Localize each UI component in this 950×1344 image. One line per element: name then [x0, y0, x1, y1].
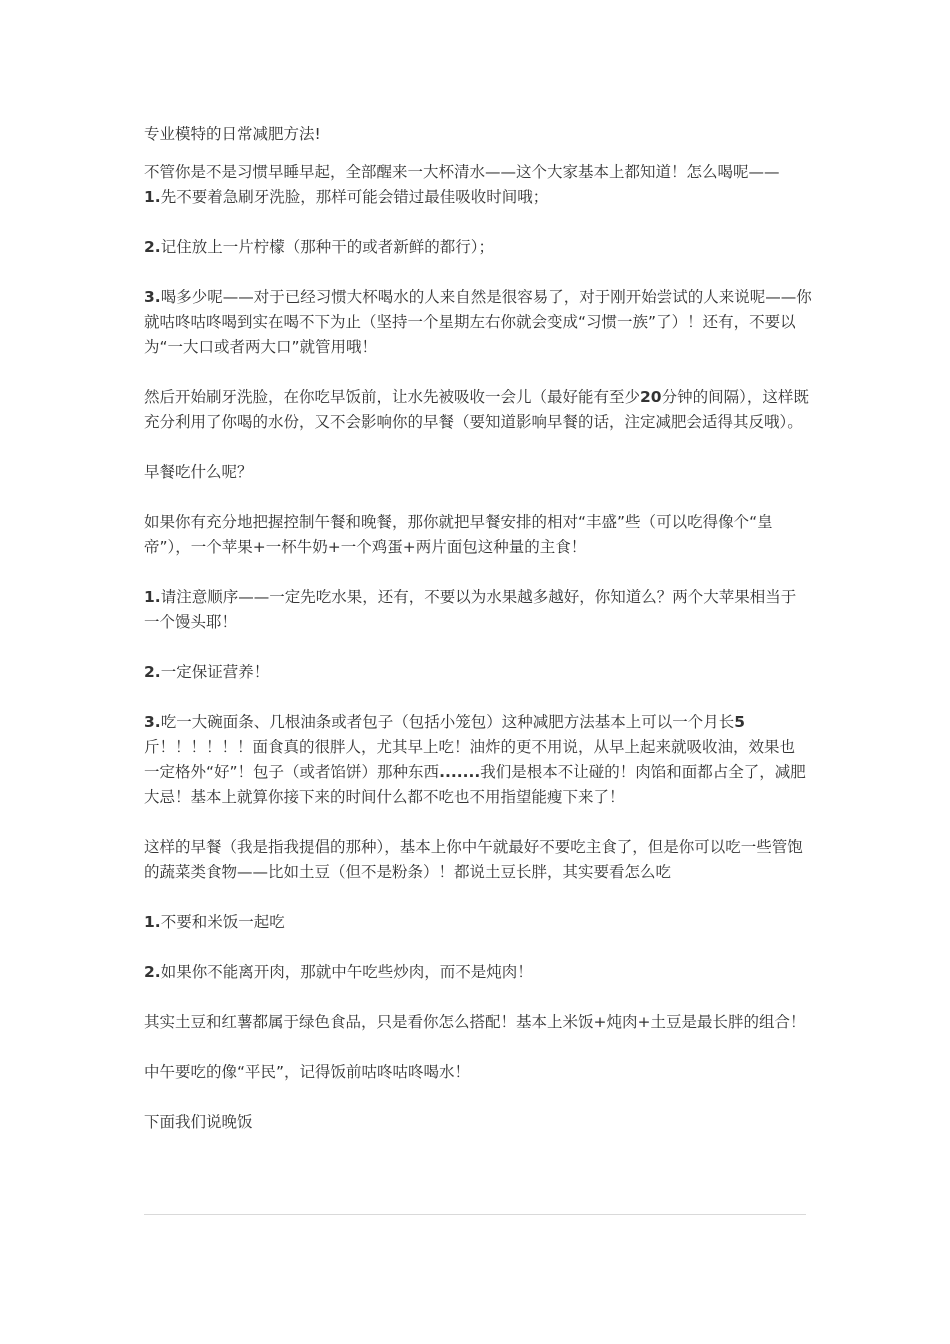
ellipsis: .......: [439, 763, 481, 781]
weight-number: 5: [734, 713, 745, 731]
water-step-2: [144, 235, 824, 260]
article: [144, 122, 824, 1135]
step-text-2: 斤！！！！！！面食真的很胖人，尤其早上吃！油炸的更不用说，从早上起来就吸收油，效果也一定格外“好”！包子（或者馅饼）那种东西: [144, 738, 796, 781]
step-text: 如果你不能离开肉，那就中午吃些炒肉，而不是炖肉！: [160, 963, 533, 981]
step-text: 记住放上一片柠檬（那种干的或者新鲜的都行）；: [160, 238, 494, 256]
step-text-1: 吃一大碗面条、几根油条或者包子（包括小笼包）这种减肥方法基本上可以一个月长: [160, 713, 735, 731]
after-water-paragraph: [144, 385, 812, 435]
article-title: 专业模特的日常减肥方法!: [144, 125, 321, 143]
step-number: 1.: [144, 188, 161, 206]
step-number: 1.: [144, 913, 161, 931]
intro-paragraph: 不管你是不是习惯早睡早起，全部醒来一大杯清水——这个大家基本上都知道！怎么喝呢——: [144, 163, 780, 181]
after-water-text-2: 分钟的间隔），这样既充分利用了你喝的水份，又不会影响你的早餐（要知道影响早餐的话，注定减肥会适得其反哦）。: [144, 388, 809, 431]
step-text: 不要和米饭一起吃: [160, 913, 285, 931]
lunch-intro: 这样的早餐（我是指我提倡的那种），基本上你中午就最好不要吃主食了，但是你可以吃一些管饱的蔬菜类食物——比如土豆（但不是粉条）！都说土豆长胖，其实要看怎么吃: [144, 838, 803, 881]
breakfast-intro: 如果你有充分地把握控制午餐和晚餐，那你就把早餐安排的相对“丰盛”些（可以吃得像个“皇帝”），一个苹果+一杯牛奶+一个鸡蛋+两片面包这种量的主食！: [144, 513, 773, 556]
breakfast-step-3: [144, 710, 809, 810]
breakfast-step-2: [144, 660, 824, 685]
step-text: 一定保证营养！: [160, 663, 270, 681]
dinner-intro: 下面我们说晚饭: [144, 1113, 253, 1131]
after-water-text-1: 然后开始刷牙洗脸，在你吃早饭前，让水先被吸收一会儿（最好能有至少: [144, 388, 641, 406]
divider: [144, 1214, 806, 1215]
breakfast-step-1: [144, 585, 809, 635]
potato-note: 其实土豆和红薯都属于绿色食品，只是看你怎么搭配！基本上米饭+炖肉+土豆是最长胖的组合！: [144, 1013, 806, 1031]
step-number: 2.: [144, 238, 161, 256]
step-number: 3.: [144, 288, 161, 306]
step-number: 3.: [144, 713, 161, 731]
lunch-step-1: [144, 910, 824, 935]
step-number: 1.: [144, 588, 161, 606]
minutes-number: 20: [640, 388, 662, 406]
noon-note: 中午要吃的像“平民”，记得饭前咕咚咕咚喝水！: [144, 1063, 471, 1081]
water-step-3: [144, 285, 824, 360]
step-text-3: 我们是根本不让碰的！肉馅和面都占全了，减肥大忌！基本上就算你接下来的时间什么都不吃也不用指望能瘦下来了！: [144, 763, 806, 806]
step-number: 2.: [144, 663, 161, 681]
step-text: 请注意顺序——一定先吃水果，还有，不要以为水果越多越好，你知道么？两个大苹果相当于一个馒头耶！: [144, 588, 797, 631]
step-text: 先不要着急刷牙洗脸，那样可能会错过最佳吸收时间哦；: [160, 188, 549, 206]
breakfast-question: 早餐吃什么呢？: [144, 463, 253, 481]
lunch-step-2: [144, 960, 824, 985]
step-text: 喝多少呢——对于已经习惯大杯喝水的人来自然是很容易了，对于刚开始尝试的人来说呢——你就咕咚咕咚喝到实在喝不下为止（坚持一个星期左右你就会变成“习惯一族”了）！还有，不要以为“一大口或者两大口”就管用哦！: [144, 288, 812, 356]
water-step-1: [144, 185, 824, 210]
step-number: 2.: [144, 963, 161, 981]
